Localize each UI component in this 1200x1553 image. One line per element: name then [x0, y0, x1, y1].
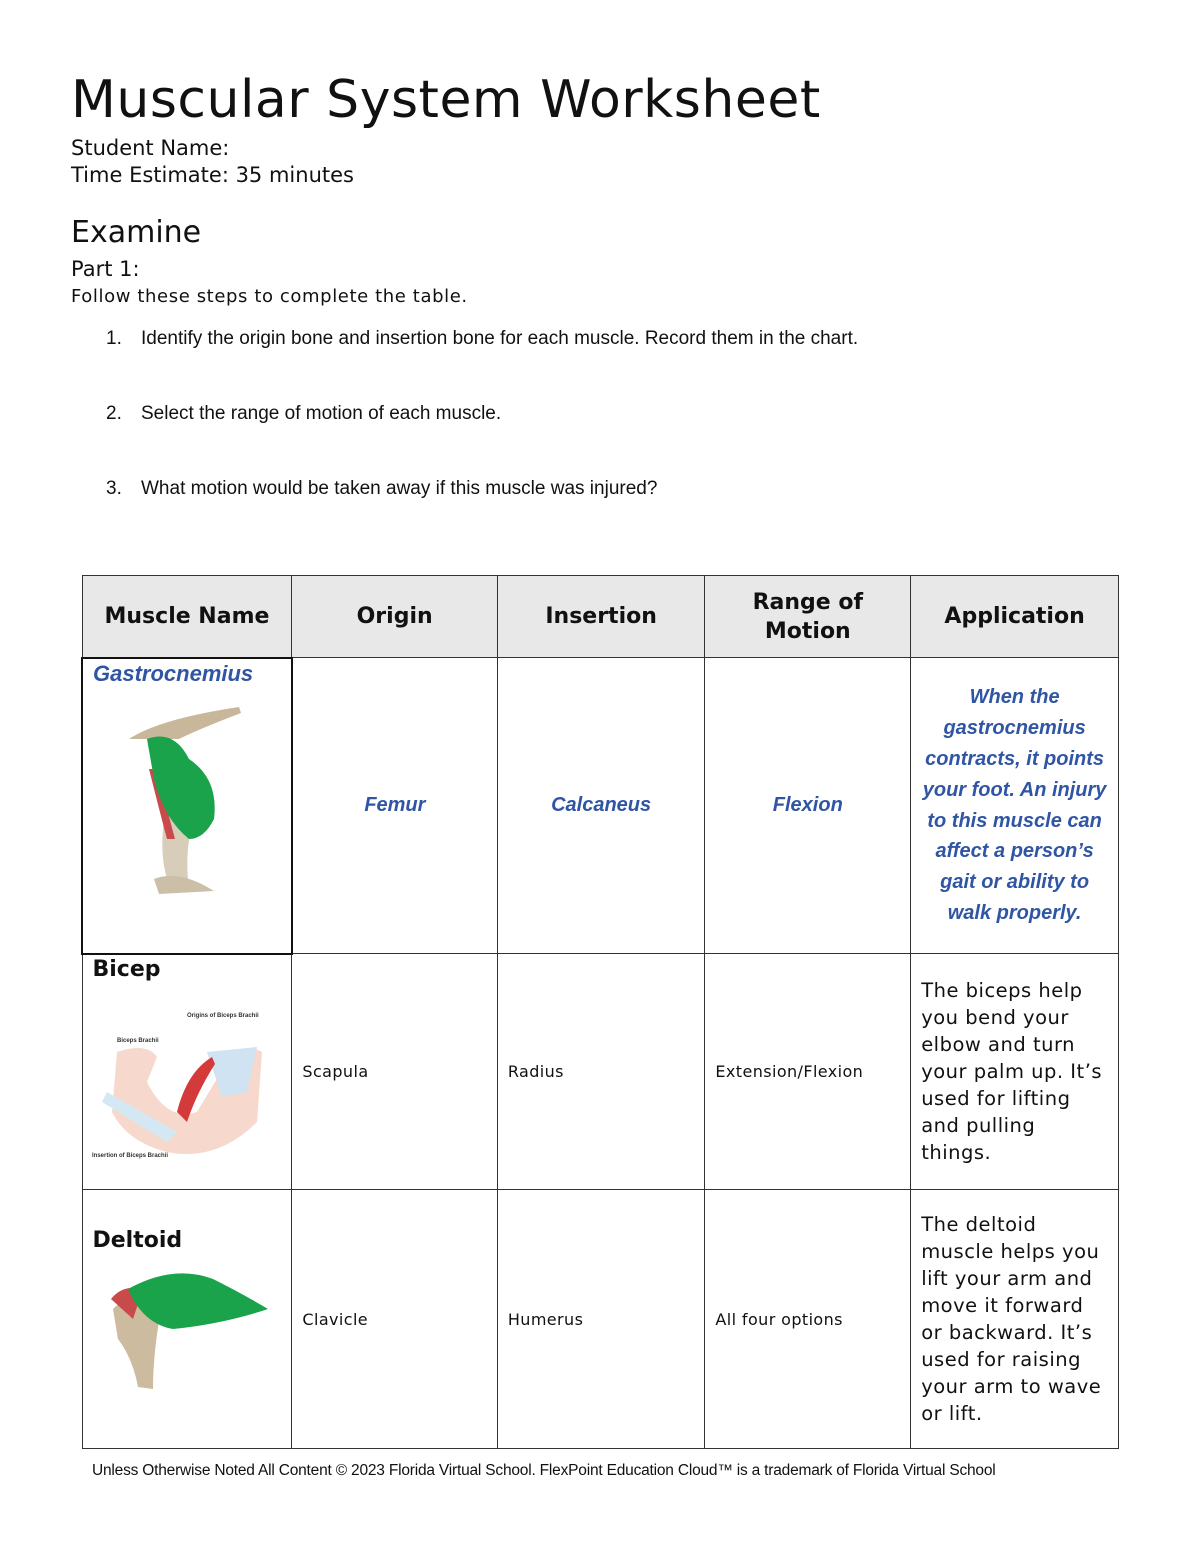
header-application: Application — [911, 576, 1119, 658]
step-text: Identify the origin bone and insertion bone for each muscle. Record them in the chart. — [141, 328, 859, 349]
figure-label: Origins of Biceps Brachii — [186, 1012, 259, 1019]
footer: Unless Otherwise Noted All Content © 2023 Florida Virtual School. FlexPoint Education Cloud™ is a trademark of Florida Virtual School — [92, 1462, 996, 1479]
bicep-illustration — [87, 1002, 277, 1162]
header-origin: Origin — [292, 576, 497, 658]
muscle-cell — [82, 658, 292, 954]
part-heading: Part 1: — [71, 257, 140, 281]
muscle-name: Gastrocnemius — [93, 660, 254, 686]
insertion-cell: Calcaneus — [497, 658, 705, 954]
range-cell: Extension/Flexion — [705, 954, 911, 1190]
muscle-table — [81, 575, 1119, 1449]
step-item — [106, 328, 858, 350]
muscle-cell — [82, 954, 292, 1190]
deltoid-illustration — [103, 1259, 273, 1399]
section-heading: Examine — [71, 215, 202, 250]
application-cell: The biceps help you bend your elbow and turn your palm up. It’s used for lifting and pulling things. — [911, 954, 1119, 1190]
muscle-cell — [82, 1190, 292, 1449]
insertion-cell: Humerus — [497, 1190, 705, 1449]
table-row — [82, 1190, 1119, 1449]
figure-label: Biceps Brachii — [116, 1037, 159, 1044]
range-cell: Flexion — [705, 658, 911, 954]
step-item — [106, 478, 657, 500]
figure-label: Insertion of Biceps Brachii — [91, 1152, 168, 1159]
muscle-name: Bicep — [92, 956, 161, 982]
table-header-row — [82, 576, 1119, 658]
instructions: Follow these steps to complete the table. — [71, 286, 468, 307]
header-muscle-name: Muscle Name — [82, 576, 292, 658]
step-item — [106, 403, 501, 425]
page-title: Muscular System Worksheet — [71, 70, 821, 130]
step-number: 3. — [106, 478, 122, 499]
origin-cell: Clavicle — [292, 1190, 497, 1449]
header-insertion: Insertion — [497, 576, 705, 658]
header-range-of-motion: Range of Motion — [705, 576, 911, 658]
insertion-cell: Radius — [497, 954, 705, 1190]
range-cell: All four options — [705, 1190, 911, 1449]
muscle-name: Deltoid — [92, 1228, 183, 1253]
table-row — [82, 954, 1119, 1190]
gastrocnemius-illustration — [119, 699, 269, 899]
student-name-label: Student Name: — [71, 136, 230, 160]
application-cell: The deltoid muscle helps you lift your arm and move it forward or backward. It’s used for raising your arm to wave or lift. — [911, 1190, 1119, 1449]
origin-cell: Scapula — [292, 954, 497, 1190]
table-row — [82, 658, 1119, 954]
step-text: What motion would be taken away if this muscle was injured? — [141, 478, 658, 499]
origin-cell: Femur — [292, 658, 497, 954]
time-estimate: Time Estimate: 35 minutes — [71, 163, 354, 187]
step-text: Select the range of motion of each muscle. — [141, 403, 502, 424]
application-cell: When the gastrocnemius contracts, it points your foot. An injury to this muscle can affect a person’s gait or ability to walk properly. — [911, 658, 1119, 954]
step-number: 2. — [106, 403, 122, 424]
step-number: 1. — [106, 328, 122, 349]
